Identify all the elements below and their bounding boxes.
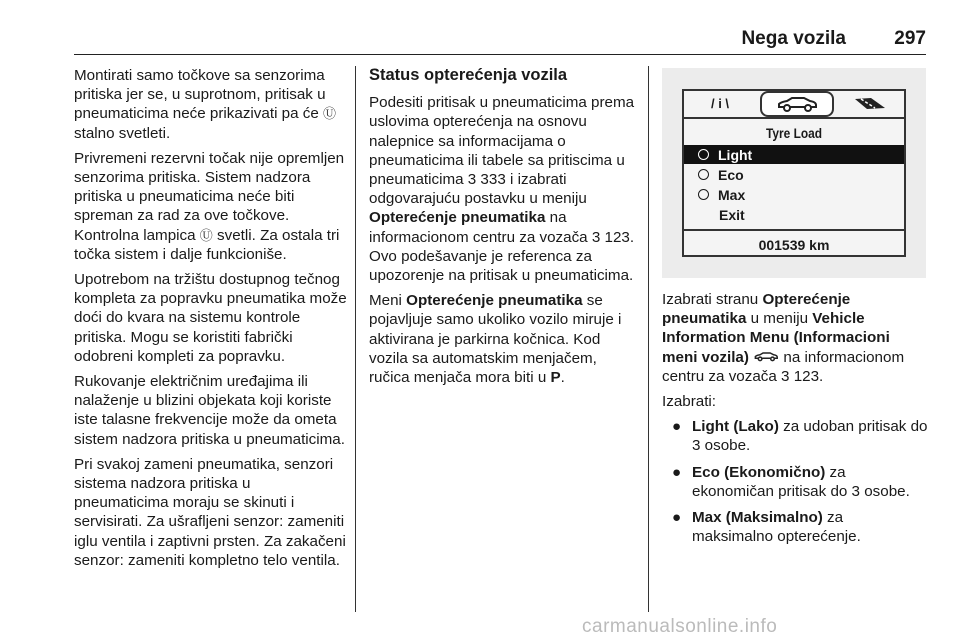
menu-name: Opterećenje pneumatika [369, 209, 546, 227]
page-number: 297 [894, 28, 926, 49]
text: Meni [369, 292, 407, 310]
display-screen [682, 89, 906, 257]
list-item [662, 417, 928, 455]
divider [684, 229, 904, 231]
option-label: Light [718, 146, 753, 163]
text: Podesiti pritisak u pneumaticima prema uslovima opterećenja na osnovu nalepnice sa informacijama o pneumaticima ili tabele sa pritiscima u pneumaticima [369, 94, 635, 189]
option-name: Light (Lako) [692, 418, 779, 436]
page-reference: 3 333 [467, 171, 506, 189]
page-reference: 3 123 [781, 367, 820, 385]
page-header [74, 26, 926, 55]
section-heading: Status opterećenja vozila [369, 66, 568, 84]
text: Privremeni rezervni točak nije opremljen senzorima pritiska. Sistem nadzora pritiska u pneumaticima neće biti spreman za rad za ove točkove. Kontrolna lampica [74, 149, 345, 244]
menu-name: Opterećenje pneumatika [406, 292, 583, 310]
watermark: carmanualsonline.info [582, 616, 778, 637]
text: Montirati samo točkove sa senzorima pritiska jer se, u suprotnom, pritisak u pneumaticima neće prikazivati pa će [74, 67, 326, 123]
tpms-warning-icon: Ⓤ [323, 106, 337, 122]
paragraph: Izabrati: [662, 393, 717, 411]
option-eco [684, 165, 904, 184]
column-3 [662, 290, 928, 553]
option-label: Max [718, 186, 746, 203]
text: na informacionom centru za vozača [369, 209, 592, 246]
paragraph [369, 93, 637, 285]
text: i izabrati odgovarajuću postavku u meniju [369, 171, 587, 208]
paragraph [74, 66, 348, 143]
option-max [684, 185, 904, 204]
paragraph [662, 290, 928, 386]
radio-icon [698, 189, 709, 200]
road-icon [853, 95, 887, 111]
display-tabs [684, 91, 904, 117]
road-tab [840, 91, 900, 115]
text: na informacionom centru za vozača [662, 348, 905, 385]
display-title: Tyre Load [766, 125, 822, 141]
option-light [684, 145, 904, 164]
bullet: ● [672, 509, 682, 527]
option-label: Exit [719, 206, 745, 223]
column-1 [74, 66, 348, 576]
text: . [819, 367, 824, 385]
text: za udoban pritisak do 3 osobe. [692, 418, 928, 455]
column-divider-2 [648, 66, 649, 612]
list-item [662, 508, 928, 546]
option-name: Eco (Ekonomično) [692, 463, 826, 481]
bullet: ● [672, 418, 682, 436]
info-tab: / i \ [710, 95, 730, 111]
tyre-load-display-figure [662, 68, 926, 278]
paragraph: Pri svakoj zameni pneumatika, senzori sistema nadzora pritiska u pneumaticima moraju se skinuti i servisirati. Za ušrafljeni senzor: zameniti iglu ventila i zaptivni prsten. Za zakačeni senzor: zameniti kompletno telo ventila. [74, 455, 346, 569]
paragraph: Rukovanje električnim uređajima ili nalaženje u blizini objekata koji koriste iste talasne frekvencije može da ometa sistem nadzora pritiska u pneumaticima. [74, 373, 345, 448]
option-list [662, 417, 928, 546]
option-label: Eco [718, 166, 744, 183]
odometer: 001539 km [758, 237, 830, 253]
paragraph [369, 291, 637, 387]
paragraph: Upotrebom na tržištu dostupnog tečnog kompleta za popravku pneumatika može doći do kvara na sistemu kontrole pritiska. Mogu se koristiti fabrički odobreni kompleti za popravku. [74, 271, 347, 365]
page-reference: 3 123 [591, 228, 630, 246]
divider [684, 117, 904, 119]
column-divider-1 [355, 66, 356, 612]
text: Izabrati stranu [662, 291, 763, 308]
option-name: Max (Maksimalno) [692, 509, 823, 527]
vehicle-tab [760, 91, 834, 117]
menu-name: Vehicle Information Menu (Informacioni meni vozila) [662, 310, 890, 366]
section-title: Nega vozila [741, 28, 846, 49]
list-item [662, 463, 928, 501]
bullet: ● [672, 463, 682, 481]
text: za maksimalno opterećenje. [692, 509, 861, 546]
text: za ekonomičan pritisak do 3 osobe. [692, 463, 910, 500]
text: u meniju [746, 310, 813, 328]
text: stalno svetleti. [74, 124, 171, 142]
tpms-warning-icon: Ⓤ [199, 227, 213, 243]
car-icon [775, 96, 819, 112]
radio-icon [698, 169, 709, 180]
text: svetli. Za ostala tri točka sistem i dalje funkcioniše. [74, 226, 340, 263]
option-exit [684, 205, 904, 224]
gear-position: P [550, 369, 561, 387]
column-2 [369, 66, 637, 393]
paragraph [74, 149, 348, 264]
text: se pojavljuje samo ukoliko vozilo miruje i aktivirana je parkirna kočnica. Kod vozila sa automatskim menjačem, ručica menjača mora biti u [369, 292, 622, 387]
car-icon [749, 349, 779, 366]
text: . Ovo podešavanje je referenca za upozorenje na pritisak u pneumaticima. [369, 228, 635, 285]
radio-icon [698, 149, 709, 160]
menu-name: Opterećenje pneumatika [662, 291, 851, 328]
text: . [560, 369, 565, 387]
